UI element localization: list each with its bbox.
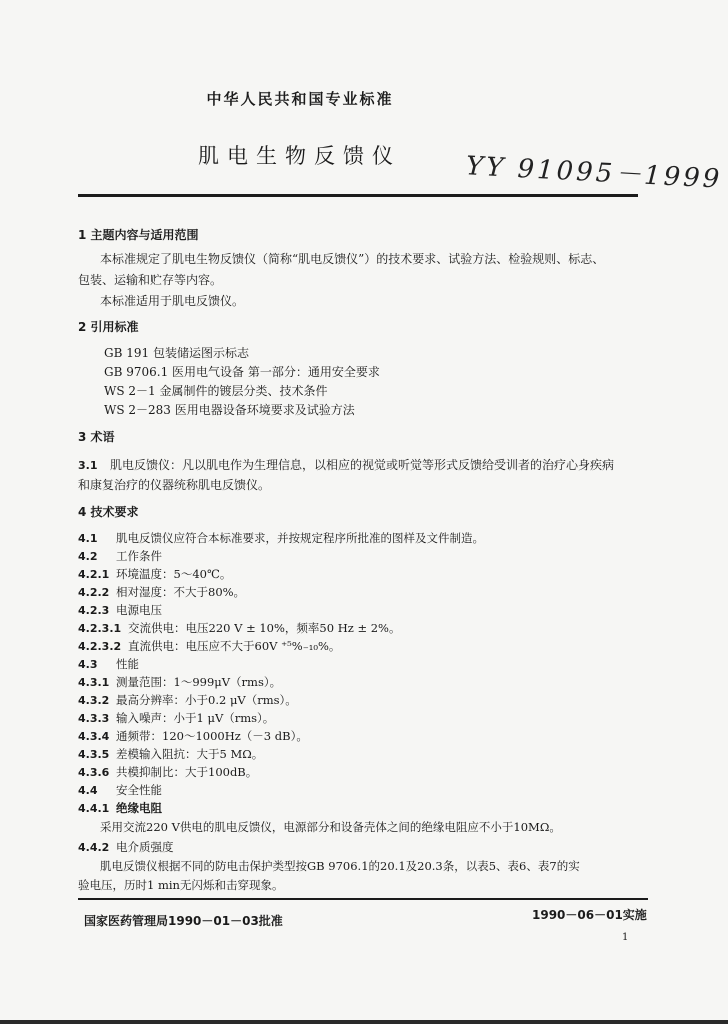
item-text: 交流供电：电压220 V ± 10%，频率50 Hz ± 2%。	[128, 621, 401, 635]
approval-date: 国家医药管理局1990－01－03批准	[84, 914, 283, 928]
paragraph-line: 采用交流220 V供电的肌电反馈仪，电源部分和设备壳体之间的绝缘电阻应不小于10MΩ。	[100, 820, 561, 834]
item-number: 4.3.6	[78, 766, 110, 779]
item-number: 4.3.3	[78, 712, 110, 725]
paragraph-line: 本标准规定了肌电生物反馈仪（简称“肌电反馈仪”）的技术要求、试验方法、检验规则、标志、	[100, 252, 605, 266]
reference-item: GB 191 包装储运图示标志	[104, 346, 249, 360]
paragraph-line: 验电压，历时1 min无闪烁和击穿现象。	[78, 878, 284, 892]
item-number: 4.4.1	[78, 802, 110, 815]
item-text: 输入噪声：小于1 μV（rms）。	[116, 711, 275, 725]
paragraph-line: 本标准适用于肌电反馈仪。	[100, 294, 245, 308]
list-item	[78, 566, 231, 582]
section-heading: 3 术语	[78, 430, 115, 444]
item-number: 4.3.5	[78, 748, 110, 761]
item-number: 4.3.1	[78, 676, 110, 689]
list-item	[78, 710, 274, 726]
reference-item: WS 2－1 金属制件的镀层分类、技术条件	[104, 384, 328, 398]
list-item	[78, 692, 297, 708]
item-text: 电介质强度	[116, 840, 174, 854]
paragraph-line: 和康复治疗的仪器统称肌电反馈仪。	[78, 478, 271, 492]
list-item	[78, 764, 257, 780]
list-item	[78, 728, 308, 744]
page-number: 1	[622, 932, 629, 943]
list-item	[78, 782, 162, 798]
item-number: 4.2.1	[78, 568, 110, 581]
item-number: 4.3	[78, 658, 98, 671]
term-text: 肌电反馈仪：凡以肌电作为生理信息，以相应的视觉或听觉等形式反馈给受训者的治疗心身疾病	[110, 458, 615, 472]
item-number: 3.1	[78, 459, 98, 472]
list-item	[78, 548, 162, 564]
item-text: 差模输入阻抗：大于5 MΩ。	[116, 747, 264, 761]
item-text: 相对湿度：不大于80%。	[116, 585, 246, 599]
item-text: 性能	[116, 657, 139, 671]
item-text: 安全性能	[116, 783, 162, 797]
reference-item: WS 2－283 医用电器设备环境要求及试验方法	[104, 403, 355, 417]
item-number: 4.2.3.2	[78, 640, 122, 653]
item-text: 电源电压	[116, 603, 162, 617]
header-rule	[78, 194, 638, 197]
list-item	[78, 584, 245, 600]
item-text: 共模抑制比：大于100dB。	[116, 765, 258, 779]
section-heading: 1 主题内容与适用范围	[78, 228, 199, 242]
reference-item: GB 9706.1 医用电气设备 第一部分：通用安全要求	[104, 365, 380, 379]
scan-edge	[0, 1020, 728, 1024]
item-number: 4.2.3	[78, 604, 110, 617]
item-number: 4.2.3.1	[78, 622, 122, 635]
list-item	[78, 839, 174, 855]
list-item	[78, 674, 281, 690]
item-text: 最高分辨率：小于0.2 μV（rms）。	[116, 693, 297, 707]
item-number: 4.2.2	[78, 586, 110, 599]
implementation-date: 1990－06－01实施	[532, 908, 647, 922]
section-heading: 4 技术要求	[78, 505, 139, 519]
item-text: 绝缘电阻	[116, 801, 162, 815]
term-line	[78, 456, 614, 473]
footer-rule	[78, 898, 648, 900]
list-item	[78, 602, 162, 618]
org-title: 中华人民共和国专业标准	[206, 90, 394, 108]
list-item	[78, 638, 340, 654]
list-item	[78, 800, 162, 816]
list-item	[78, 530, 484, 546]
list-item	[78, 746, 263, 762]
handwritten-std-code: YY 91095－1999	[465, 151, 723, 195]
doc-title: 肌电生物反馈仪	[198, 144, 401, 168]
item-number: 4.1	[78, 532, 98, 545]
paragraph-line: 包装、运输和贮存等内容。	[78, 273, 223, 287]
item-number: 4.2	[78, 550, 98, 563]
item-number: 4.3.2	[78, 694, 110, 707]
list-item	[78, 620, 400, 636]
item-text: 工作条件	[116, 549, 162, 563]
item-text: 直流供电：电压应不大于60V ⁺⁵%₋₁₀%。	[128, 639, 341, 653]
item-text: 环境温度：5～40℃。	[116, 567, 232, 581]
section-heading: 2 引用标准	[78, 320, 139, 334]
list-item	[78, 656, 139, 672]
item-text: 测量范围：1～999μV（rms）。	[116, 675, 282, 689]
item-text: 通频带：120～1000Hz（－3 dB）。	[116, 729, 308, 743]
item-number: 4.4.2	[78, 841, 110, 854]
item-number: 4.3.4	[78, 730, 110, 743]
item-text: 肌电反馈仪应符合本标准要求，并按规定程序所批准的图样及文件制造。	[116, 531, 484, 545]
item-number: 4.4	[78, 784, 98, 797]
paragraph-line: 肌电反馈仪根据不同的防电击保护类型按GB 9706.1的20.1及20.3条，以表5、表6、表7的实	[100, 859, 580, 873]
